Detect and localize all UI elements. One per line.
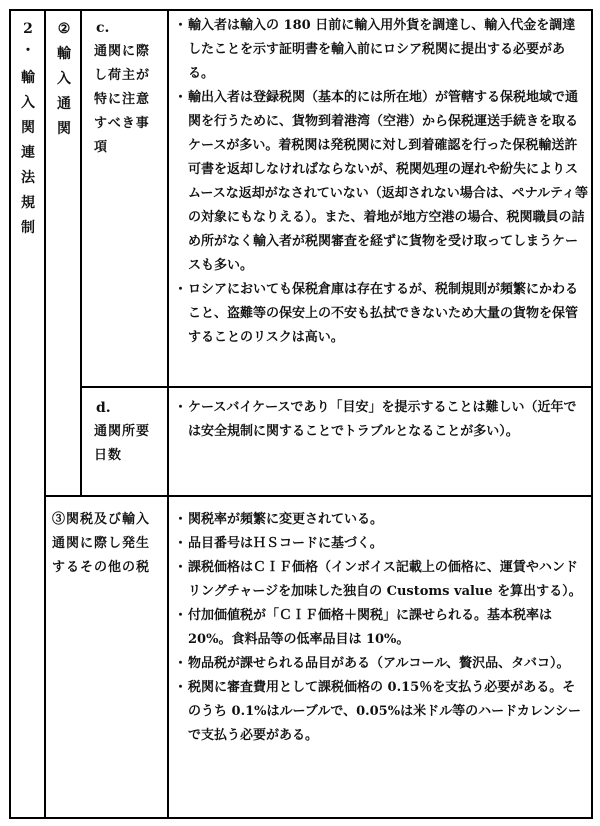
item-c-bullets	[176, 14, 588, 350]
row-divider-sub3	[44, 495, 593, 497]
list-item: ・ ケースバイケースであり「目安」を提示することは難しい（近年では安全規制に関することでトラブルとなることが多い）。	[176, 396, 588, 444]
list-item: ・ 付加価値税が「ＣＩＦ価格＋関税」に課せられる。基本税率は 20%。食料品等の低率品目は 10%。	[176, 604, 588, 652]
list-item: ・ 関税率が頻繁に変更されている。	[176, 508, 588, 532]
table-top-border	[9, 9, 593, 11]
item-d-heading: 通関所要 日数	[94, 424, 151, 463]
item-c-heading: 通関に際 し荷主が 特に注意 すべき事 項	[94, 44, 151, 155]
table-left-border	[9, 9, 11, 819]
item-d-label: d.	[96, 400, 111, 416]
list-item: ・ 輸出入者は登録税関（基本的には所在地）が管轄する保税地域で通関を行うために、貨物到着港湾（空港）から保税運送手続きを取るケースが多い。着税関は発税関に対し到着確認を行った保税輸送許可書を返却しなければならないが、税関処理の遅れや紛失によりスムースな返却がなされていない（返却されない場合は、ペナルティ等の対象にもなりえる）。また、着地が地方空港の場合、税関職員の詰め所がなく輸入者が税関審査を経ずに貨物を受け取ってしまうケースも多い。	[176, 86, 588, 278]
table-bottom-border	[9, 817, 593, 819]
section-number: 2	[23, 21, 33, 37]
section-dot: ・	[21, 43, 35, 59]
list-item: ・ 課税価格はＣＩＦ価格（インボイス記載上の価格に、運賃やハンドリングチャージを加味した独自の Customs value を算出する）。	[176, 556, 588, 604]
sub2-mark: ②	[57, 21, 71, 37]
sub3-heading: ③関税及び輸入 通関に際し発生 するその他の税	[52, 512, 151, 575]
item-c-label: c.	[96, 20, 110, 36]
sub2-title: 輸 入 通 関	[57, 46, 71, 137]
table-right-border	[591, 9, 593, 819]
row-divider-c-d	[80, 386, 593, 388]
col-divider-section	[44, 9, 46, 819]
sub3-bullets	[176, 508, 588, 748]
item-d-bullets	[176, 396, 588, 444]
list-item: ・ 品目番号はＨＳコードに基づく。	[176, 532, 588, 556]
col-divider-content	[167, 9, 169, 819]
section-title: 輸 入 関 連 法 規 制	[21, 70, 35, 236]
list-item: ・ ロシアにおいても保税倉庫は存在するが、税制規則が頻繁にかわること、盗難等の保安上の不安も払拭できないため大量の貨物を保管することのリスクは高い。	[176, 278, 588, 350]
list-item: ・ 輸入者は輸入の 180 日前に輸入用外貨を調達し、輸入代金を調達したことを示す証明書を輸入前にロシア税関に提出する必要がある。	[176, 14, 588, 86]
list-item: ・ 物品税が課せられる品目がある（アルコール、贅沢品、タバコ）。	[176, 652, 588, 676]
list-item: ・ 税関に審査費用として課税価格の 0.15％を支払う必要がある。そのうち 0.1%はルーブルで、0.05%は米ドル等のハードカレンシーで支払う必要がある。	[176, 676, 588, 748]
col-divider-sub2	[80, 9, 82, 497]
